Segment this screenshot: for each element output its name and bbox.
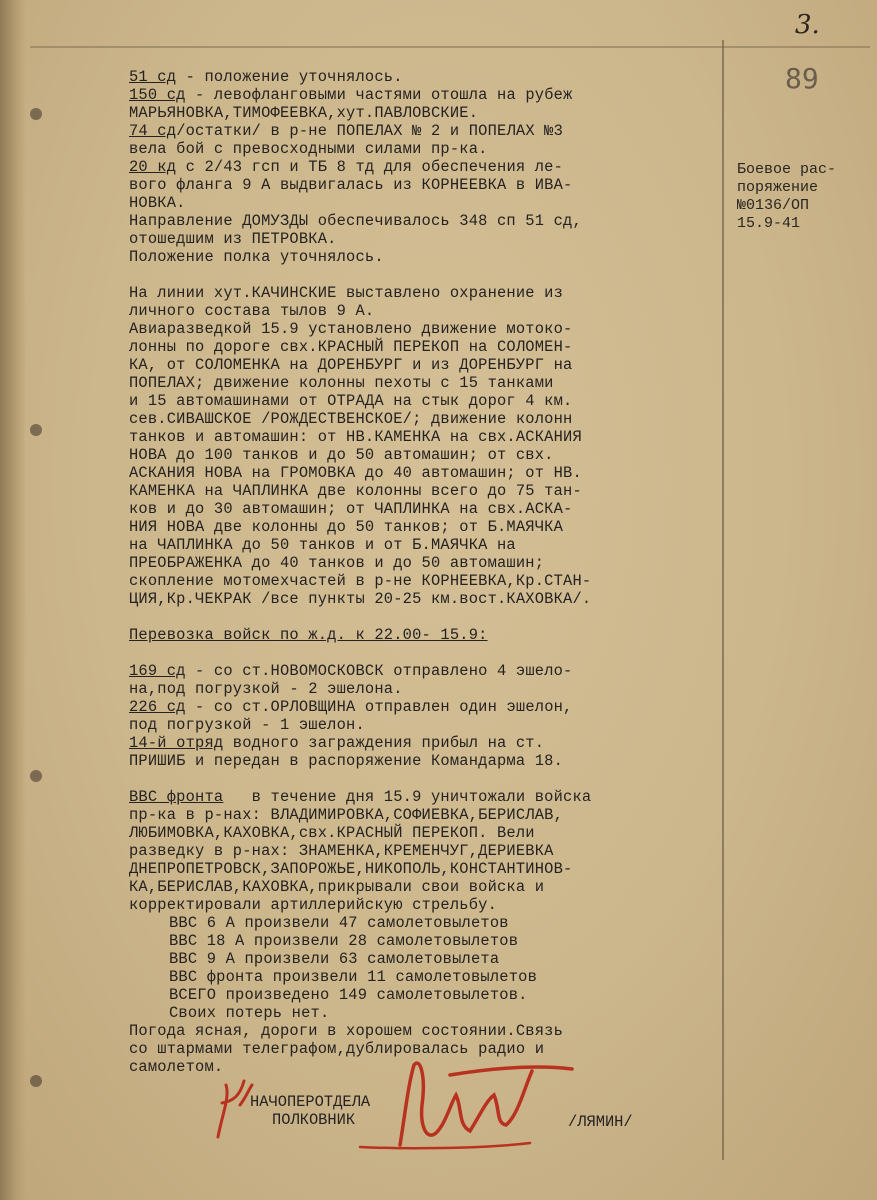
margin-reference-note bbox=[737, 160, 872, 232]
side-note-line: 15.9-41 bbox=[737, 215, 801, 232]
binding-hole bbox=[30, 770, 42, 782]
line-text: с 2/43 гсп и ТБ 8 тд для обеспечения ле- bbox=[176, 158, 564, 176]
line-text: ЛЮБИМОВКА,КАХОВКА,свх.КРАСНЫЙ ПЕРЕКОП. Вели bbox=[129, 824, 535, 842]
sortie-line: ВВС 9 А произвели 63 самолетовылета bbox=[169, 950, 500, 968]
signatory-rank: ПОЛКОВНИК bbox=[272, 1111, 356, 1129]
unit-label: 169 сд bbox=[129, 662, 186, 680]
division-status-paragraph bbox=[129, 68, 719, 266]
line-text: вела бой с превосходными силами пр-ка. bbox=[129, 140, 488, 158]
text-line bbox=[129, 860, 719, 878]
sortie-line: ВВС 6 А произвели 47 самолетовылетов bbox=[169, 914, 509, 932]
corner-page-number: 3. bbox=[795, 10, 820, 40]
text-line: танков и автомашин: от НВ.КАМЕНКА на свх.АСКАНИЯ bbox=[129, 428, 582, 446]
text-line: лонны по дороге свх.КРАСНЫЙ ПЕРЕКОП на СОЛОМЕН- bbox=[129, 338, 573, 356]
text-line: сев.СИВАШСКОЕ /РОЖДЕСТВЕНСКОЕ/; движение колонн bbox=[129, 410, 573, 428]
line-text: КА,БЕРИСЛАВ,КАХОВКА,прикрывали свои войска и bbox=[129, 878, 545, 896]
line-text: - положение уточнялось. bbox=[176, 68, 403, 86]
text-line bbox=[129, 788, 719, 806]
text-line bbox=[129, 176, 719, 194]
line-text: отошедшим из ПЕТРОВКА. bbox=[129, 230, 337, 248]
text-line bbox=[129, 824, 719, 842]
text-line: со штармами телеграфом,дублировалась радио и bbox=[129, 1040, 545, 1058]
line-text: Положение полка уточнялось. bbox=[129, 248, 384, 266]
line-text: в течение дня 15.9 уничтожали войска bbox=[223, 788, 592, 806]
text-line: ков и до 30 автомашин; от ЧАПЛИНКА на свх.АСКА- bbox=[129, 500, 573, 518]
text-line bbox=[129, 662, 719, 680]
signatory-title bbox=[250, 1093, 370, 1129]
side-note-line: поряжение bbox=[737, 179, 819, 196]
text-line: КАМЕНКА на ЧАПЛИНКА две колонны всего до 75 тан- bbox=[129, 482, 582, 500]
page-edge-shadow bbox=[0, 0, 26, 1200]
text-line bbox=[129, 230, 719, 248]
line-text: разведку в р-нах: ЗНАМЕНКА,КРЕМЕНЧУГ,ДЕРИЕВКА bbox=[129, 842, 554, 860]
line-text: ДНЕПРОПЕТРОВСК,ЗАПОРОЖЬЕ,НИКОПОЛЬ,КОНСТАНТИНОВ- bbox=[129, 860, 573, 878]
rail-transport-paragraph bbox=[129, 662, 719, 770]
transport-heading: Перевозка войск по ж.д. к 22.00- 15.9: bbox=[129, 626, 488, 644]
text-line bbox=[129, 86, 719, 104]
line-text: НОВКА. bbox=[129, 194, 186, 212]
text-line bbox=[129, 716, 719, 734]
binding-hole bbox=[30, 1075, 42, 1087]
line-text: МАРЬЯНОВКА,ТИМОФЕЕВКА,хут.ПАВЛОВСКИЕ. bbox=[129, 104, 479, 122]
line-text: /остатки/ в р-не ПОПЕЛАХ № 2 и ПОПЕЛАХ №3 bbox=[176, 122, 564, 140]
text-line bbox=[129, 680, 719, 698]
text-line: НОВА до 100 танков и до 50 автомашин; от свх. bbox=[129, 446, 554, 464]
line-text: вого фланга 9 А выдвигалась из КОРНЕЕВКА в ИВА- bbox=[129, 176, 573, 194]
text-line bbox=[129, 212, 719, 230]
text-line bbox=[129, 104, 719, 122]
sortie-line: Своих потерь нет. bbox=[169, 1004, 330, 1022]
text-line: КА, от СОЛОМЕНКА на ДОРЕНБУРГ и из ДОРЕНБУРГ на bbox=[129, 356, 573, 374]
unit-label: 14-й отряд bbox=[129, 734, 224, 752]
text-line: скопление мотомехчастей в р-не КОРНЕЕВКА,Кр.СТАН- bbox=[129, 572, 592, 590]
unit-label: 74 сд bbox=[129, 122, 177, 140]
text-line: Погода ясная, дороги в хорошем состоянии.Связь bbox=[129, 1022, 564, 1040]
margin-rule bbox=[722, 40, 724, 1160]
text-line: на ЧАПЛИНКА до 50 танков и от Б.МАЯЧКА на bbox=[129, 536, 516, 554]
unit-label: 51 сд bbox=[129, 68, 177, 86]
text-line: ЦИЯ,Кр.ЧЕКРАК /все пункты 20-25 км.вост.КАХОВКА/. bbox=[129, 590, 592, 608]
text-line: личного состава тылов 9 А. bbox=[129, 302, 375, 320]
side-note-line: Боевое рас- bbox=[737, 161, 837, 178]
text-line: ПРЕОБРАЖЕНКА до 40 танков и до 50 автомашин; bbox=[129, 554, 545, 572]
text-line bbox=[129, 806, 719, 824]
sortie-line: ВВС фронта произвели 11 самолетовылетов bbox=[169, 968, 537, 986]
text-line bbox=[129, 68, 719, 86]
header-rule bbox=[30, 46, 870, 48]
text-line: НИЯ НОВА две колонны до 50 танков; от Б.МАЯЧКА bbox=[129, 518, 564, 536]
text-line: АСКАНИЯ НОВА на ГРОМОВКА до 40 автомашин; от НВ. bbox=[129, 464, 582, 482]
line-text: под погрузкой - 1 эшелон. bbox=[129, 716, 365, 734]
signatory-name: /ЛЯМИН/ bbox=[568, 1113, 633, 1131]
text-line bbox=[129, 248, 719, 266]
line-text: водного заграждения прибыл на ст. bbox=[223, 734, 545, 752]
binding-hole bbox=[30, 424, 42, 436]
text-line: самолетом. bbox=[129, 1058, 224, 1076]
report-body bbox=[129, 68, 719, 1076]
sheet-number: 89 bbox=[785, 62, 819, 95]
air-force-paragraph bbox=[129, 788, 719, 914]
line-text: - со ст.НОВОМОСКОВСК отправлено 4 эшело- bbox=[185, 662, 573, 680]
line-text: - левофланговыми частями отошла на рубеж bbox=[185, 86, 573, 104]
side-note-line: №0136/ОП bbox=[737, 197, 810, 214]
text-line: и 15 автомашинами от ОТРАДА на стык дорог 4 км. bbox=[129, 392, 573, 410]
line-text: Направление ДОМУЗДЫ обеспечивалось 348 сп 51 сд, bbox=[129, 212, 582, 230]
line-text: на,под погрузкой - 2 эшелона. bbox=[129, 680, 403, 698]
text-line bbox=[129, 140, 719, 158]
text-line bbox=[129, 194, 719, 212]
text-line bbox=[129, 734, 719, 752]
unit-label: 150 сд bbox=[129, 86, 186, 104]
text-line bbox=[129, 842, 719, 860]
signatory-position: НАЧОПЕРОТДЕЛА bbox=[250, 1093, 371, 1111]
sorties-list bbox=[129, 914, 719, 1022]
text-line: На линии хут.КАЧИНСКИЕ выставлено охранение из bbox=[129, 284, 564, 302]
unit-label: 226 сд bbox=[129, 698, 186, 716]
line-text: ПРИШИБ и передан в распоряжение Командарма 18. bbox=[129, 752, 564, 770]
line-text: пр-ка в р-нах: ВЛАДИМИРОВКА,СОФИЕВКА,БЕРИСЛАВ, bbox=[129, 806, 564, 824]
air-reconnaissance-paragraph bbox=[129, 284, 719, 608]
text-line: Авиаразведкой 15.9 установлено движение мотоко- bbox=[129, 320, 573, 338]
unit-label: ВВС фронта bbox=[129, 788, 224, 806]
line-text: корректировали артиллерийскую стрельбу. bbox=[129, 896, 497, 914]
text-line bbox=[129, 878, 719, 896]
text-line bbox=[129, 896, 719, 914]
sortie-line: ВВС 18 А произвели 28 самолетовылетов bbox=[169, 932, 519, 950]
text-line: ПОПЕЛАХ; движение колонны пехоты с 15 танками bbox=[129, 374, 554, 392]
line-text: - со ст.ОРЛОВЩИНА отправлен один эшелон, bbox=[185, 698, 573, 716]
unit-label: 20 кд bbox=[129, 158, 177, 176]
text-line bbox=[129, 158, 719, 176]
text-line bbox=[129, 122, 719, 140]
text-line bbox=[129, 698, 719, 716]
binding-hole bbox=[30, 108, 42, 120]
text-line bbox=[129, 752, 719, 770]
sortie-line: ВСЕГО произведено 149 самолетовылетов. bbox=[169, 986, 528, 1004]
